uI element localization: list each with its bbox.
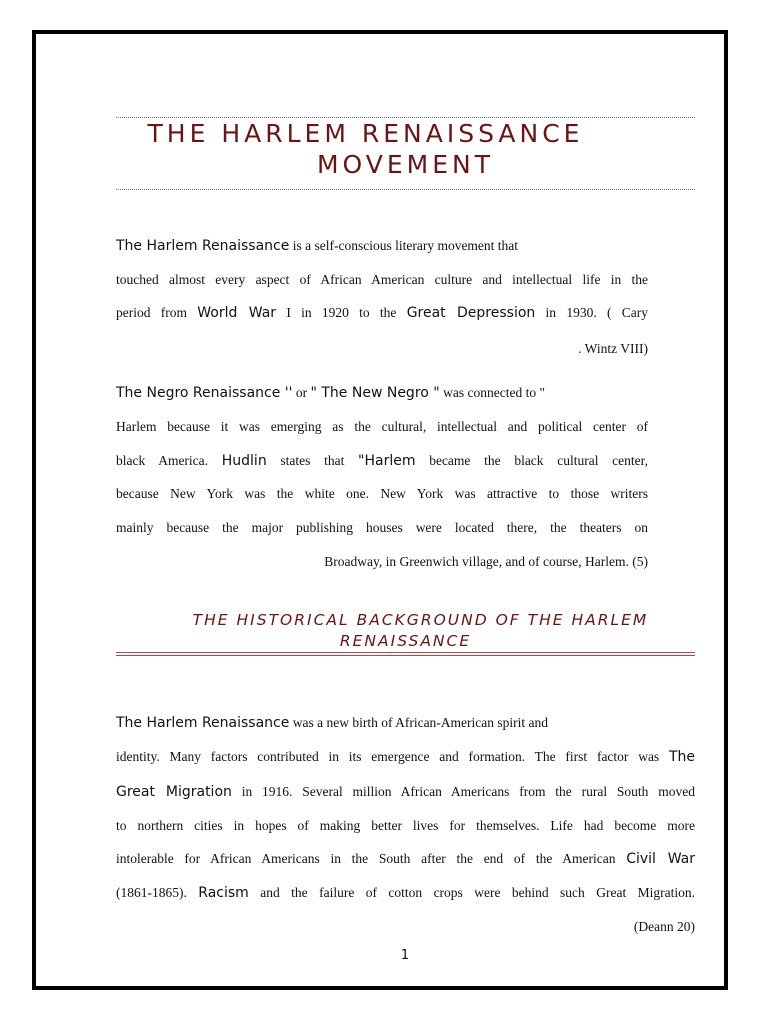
paragraph-3-line-3: Great Migration in 1916. Several million African Americans from the rural South moved: [116, 784, 695, 800]
paragraph-1-line-4: . Wintz VIII): [578, 341, 648, 356]
paragraph-2-line-1: The Negro Renaissance '' or " The New Negro " was connected to ": [116, 385, 545, 401]
paragraph-1-line-1: The Harlem Renaissance is a self-conscious literary movement that: [116, 238, 519, 254]
paragraph-1-line-3: period from World War I in 1920 to the Great Depression in 1930. ( Cary: [116, 305, 648, 321]
page-number: 1: [400, 948, 410, 963]
paragraph-3-line-2: identity. Many factors contributed in its emergence and formation. The first factor was The: [116, 749, 695, 765]
paragraph-2-line-2: Harlem because it was emerging as the cultural, intellectual and political center of: [116, 419, 648, 434]
paragraph-3-line-6: (1861-1865). Racism and the failure of cotton crops were behind such Great Migration.: [116, 885, 695, 901]
paragraph-3-line-1: The Harlem Renaissance was a new birth of African-American spirit and: [116, 715, 549, 731]
section-heading-rule: [116, 652, 695, 656]
page-title: THE HARLEM RENAISSANCE MOVEMENT: [147, 119, 584, 179]
paragraph-1-line-2: touched almost every aspect of African American culture and intellectual life in the: [116, 272, 648, 287]
paragraph-3-line-4: to northern cities in hopes of making better lives for themselves. Life had become more: [116, 818, 695, 833]
paragraph-2-line-3: black America. Hudlin states that "Harlem became the black cultural center,: [116, 453, 648, 469]
paragraph-3-line-5: intolerable for African Americans in the South after the end of the American Civil War: [116, 851, 695, 867]
section-heading: THE HISTORICAL BACKGROUND OF THE HARLEM RENAISSANCE: [192, 611, 649, 650]
paragraph-2-line-5: mainly because the major publishing houses were located there, the theaters on: [116, 520, 648, 535]
paragraph-2-line-6: Broadway, in Greenwich village, and of course, Harlem. (5): [324, 554, 648, 569]
paragraph-2-line-4: because New York was the white one. New York was attractive to those writers: [116, 486, 648, 501]
paragraph-3-line-7: (Deann 20): [633, 919, 695, 934]
title-rule-bottom: [116, 189, 695, 190]
